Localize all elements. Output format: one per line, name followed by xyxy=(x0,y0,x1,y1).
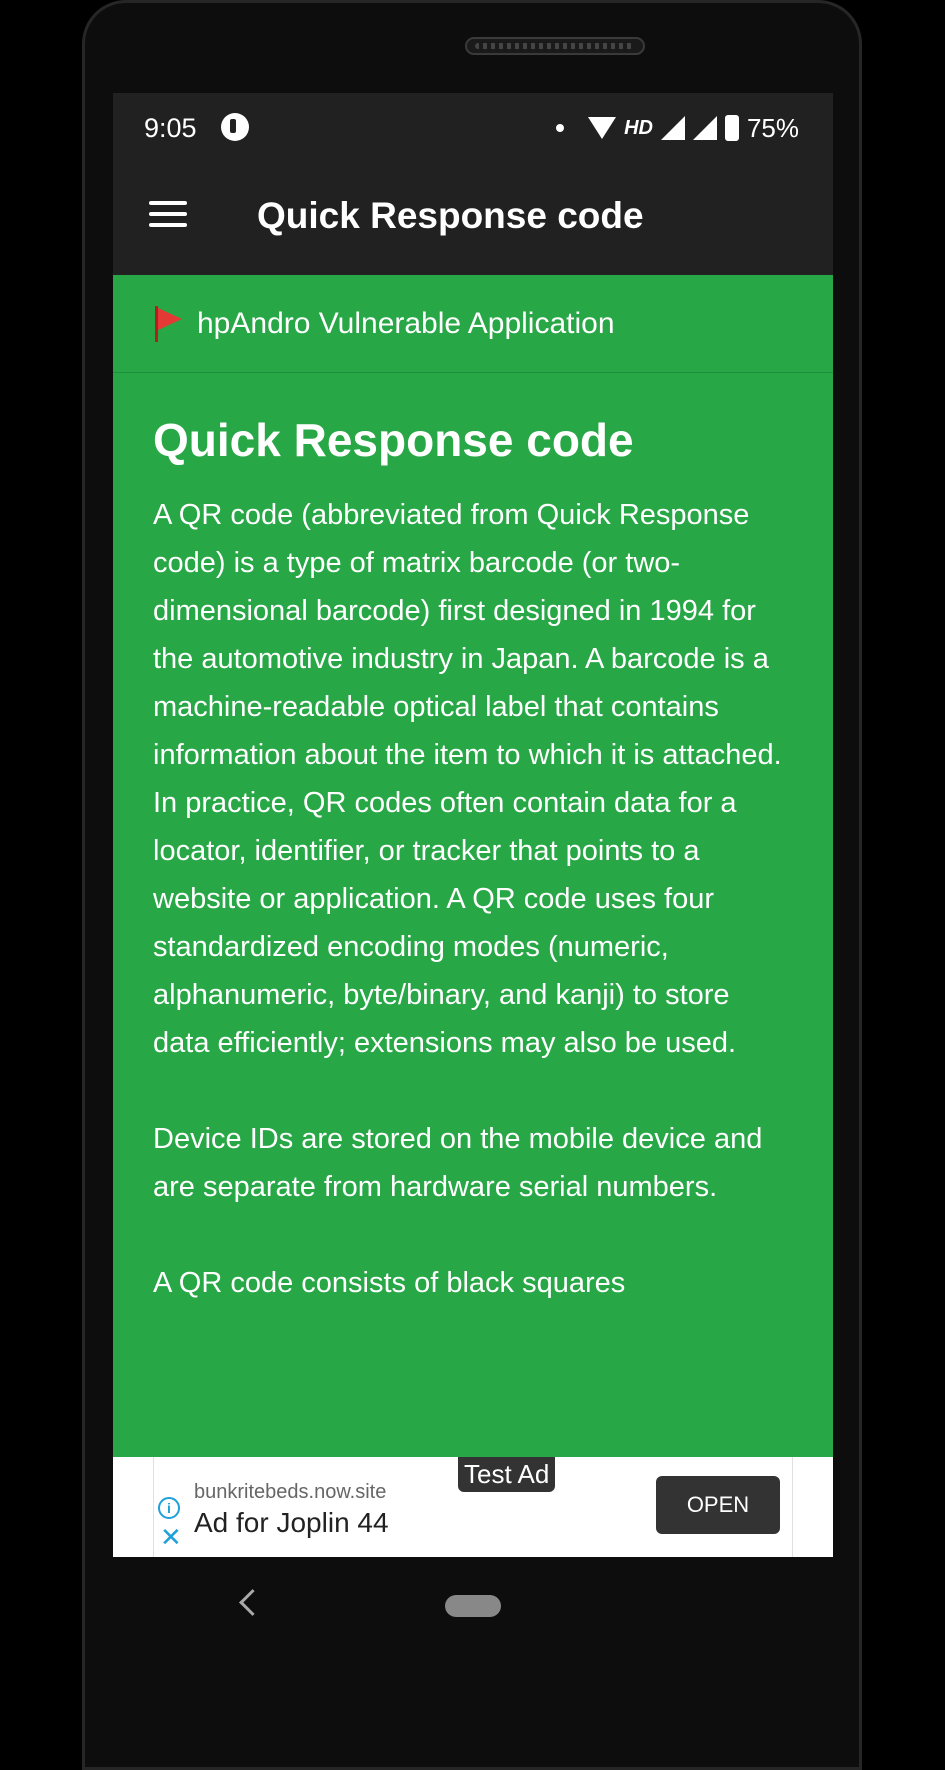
status-bar xyxy=(113,93,833,163)
network-type-label: HD xyxy=(624,116,653,139)
ad-banner[interactable] xyxy=(113,1457,833,1557)
ad-domain: bunkritebeds.now.site xyxy=(194,1481,387,1503)
signal-icon-2 xyxy=(693,116,717,140)
app-toolbar xyxy=(113,163,833,275)
ad-container xyxy=(153,1457,793,1557)
hamburger-menu-icon[interactable] xyxy=(149,197,189,231)
signal-icon xyxy=(661,116,685,140)
battery-icon xyxy=(725,115,739,141)
paragraph: A QR code (abbreviated from Quick Response code) is a type of matrix barcode (or two-dimensional barcode) first designed in 1994 for the automotive industry in Japan. A barcode is a machine-readable optical label that contains information about the item to which it is attached. In practice, QR codes often contain data for a locator, identifier, or tracker that points to a website or application. A QR code uses four standardized encoding modes (numeric, alphanumeric, byte/binary, and kanji) to store data efficiently; extensions may also be used. xyxy=(153,499,782,1059)
open-ad-button[interactable]: OPEN xyxy=(656,1476,780,1534)
status-icons xyxy=(556,113,799,143)
test-ad-badge: Test Ad xyxy=(458,1457,555,1492)
red-flag-icon xyxy=(153,306,183,342)
status-time: 9:05 xyxy=(144,113,197,143)
screen xyxy=(113,93,833,1557)
paragraph: A QR code consists of black squares xyxy=(153,1267,626,1299)
banner-text: hpAndro Vulnerable Application xyxy=(197,306,615,340)
toolbar-title: Quick Response code xyxy=(257,195,644,236)
notification-dot-icon xyxy=(556,124,564,132)
battery-percentage: 75% xyxy=(746,112,799,143)
content-card[interactable] xyxy=(113,275,833,1457)
notification-app-icon xyxy=(221,113,249,141)
card-body xyxy=(113,373,833,1307)
system-navigation-bar xyxy=(113,1557,833,1657)
wifi-icon xyxy=(588,117,616,139)
home-pill-icon[interactable] xyxy=(445,1595,501,1617)
info-icon[interactable]: i xyxy=(158,1497,180,1519)
speaker-grille xyxy=(465,37,645,55)
paragraph: Device IDs are stored on the mobile device and are separate from hardware serial numbers. xyxy=(153,1123,763,1203)
app-banner xyxy=(113,275,833,373)
close-icon[interactable]: ✕ xyxy=(160,1522,182,1552)
back-icon[interactable] xyxy=(239,1589,266,1616)
ad-title[interactable]: Ad for Joplin 44 xyxy=(194,1507,389,1538)
section-heading: Quick Response code xyxy=(153,414,634,466)
